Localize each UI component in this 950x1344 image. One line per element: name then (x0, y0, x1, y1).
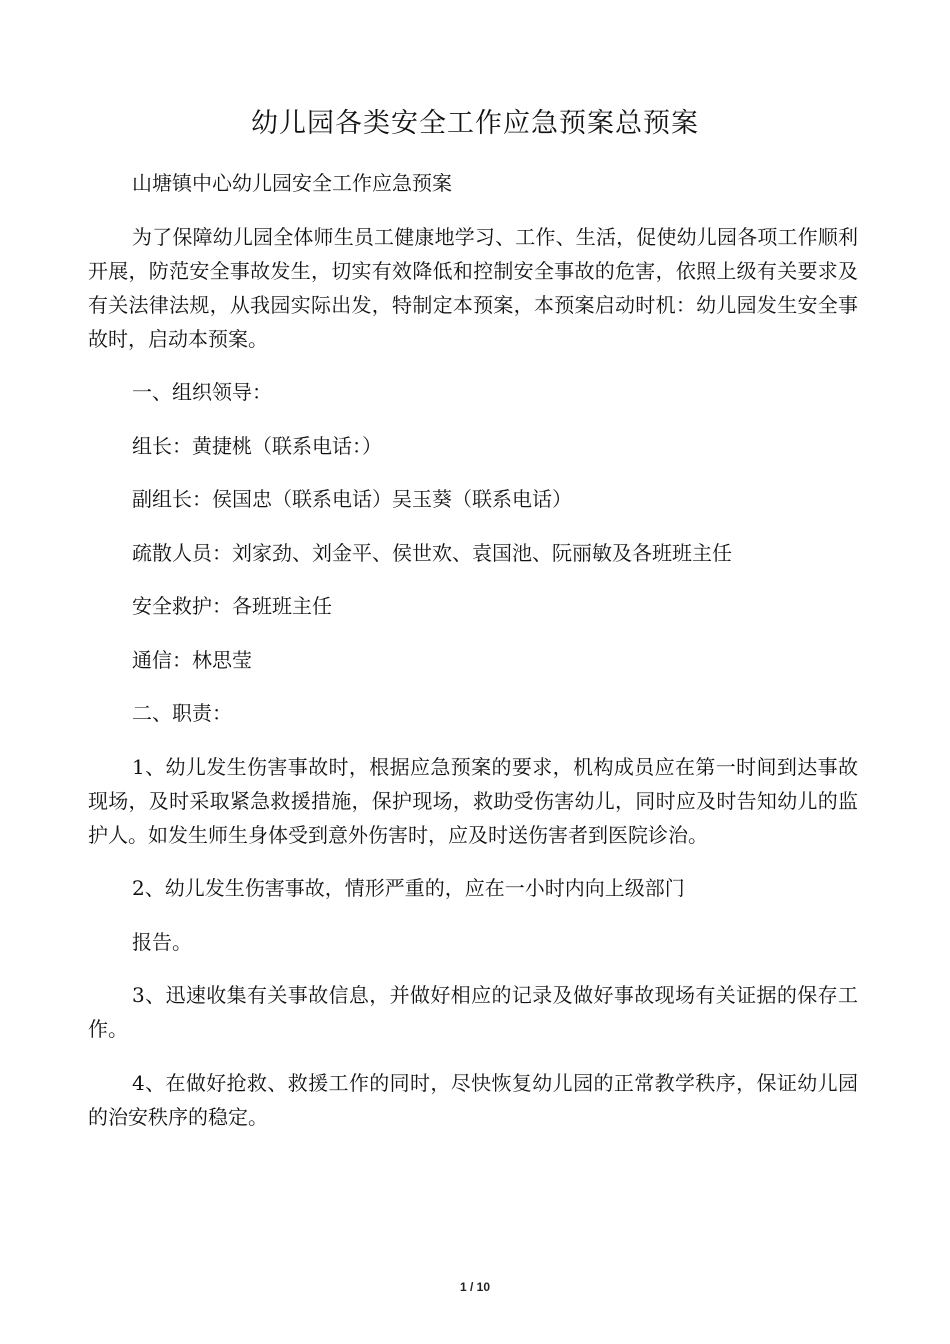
section-heading-duties: 二、职责： (132, 701, 232, 725)
evacuation-staff-line: 疏散人员：刘家劲、刘金平、侯世欢、袁国池、阮丽敏及各班班主任 (132, 540, 732, 565)
duty-item-2-continued: 报告。 (132, 929, 192, 954)
duty-item-3: 3、迅速收集有关事故信息，并做好相应的记录及做好事故现场有关证据的保存工作。 (88, 983, 858, 1041)
section-heading-organization: 一、组织领导： (132, 380, 272, 404)
duty-item-1: 1、幼儿发生伤害事故时，根据应急预案的要求，机构成员应在第一时间到达事故现场，及时采取紧急救援措施，保护现场，救助受伤害幼儿，同时应及时告知幼儿的监护人。如发生师生身体受到意外伤害时，应及时送伤害者到医院诊治。 (88, 754, 858, 847)
subtitle-paragraph: 山塘镇中心幼儿园安全工作应急预案 (132, 171, 452, 195)
safety-rescue-line: 安全救护：各班班主任 (132, 594, 332, 618)
page-number: 1 / 10 (459, 1280, 491, 1294)
communication-line: 通信：林思莹 (132, 647, 252, 672)
intro-paragraph: 为了保障幼儿园全体师生员工健康地学习、工作、生活，促使幼儿园各项工作顺利开展，防范安全事故发生，切实有效降低和控制安全事故的危害，依照上级有关要求及有关法律法规，从我园实际出发，特制定本预案，本预案启动时机：幼儿园发生安全事故时，启动本预案。 (88, 224, 858, 351)
deputy-leader-line: 副组长：侯国忠（联系电话）吴玉葵（联系电话） (132, 487, 572, 511)
document-title: 幼儿园各类安全工作应急预案总预案 (251, 108, 699, 139)
document-body (88, 166, 858, 1153)
duty-item-2: 2、幼儿发生伤害事故，情形严重的，应在一小时内向上级部门 (132, 876, 685, 900)
team-leader-line: 组长：黄捷桃（联系电话：） (132, 433, 382, 458)
duty-item-4: 4、在做好抢救、救援工作的同时，尽快恢复幼儿园的正常教学秩序，保证幼儿园的治安秩序的稳定。 (88, 1070, 858, 1129)
